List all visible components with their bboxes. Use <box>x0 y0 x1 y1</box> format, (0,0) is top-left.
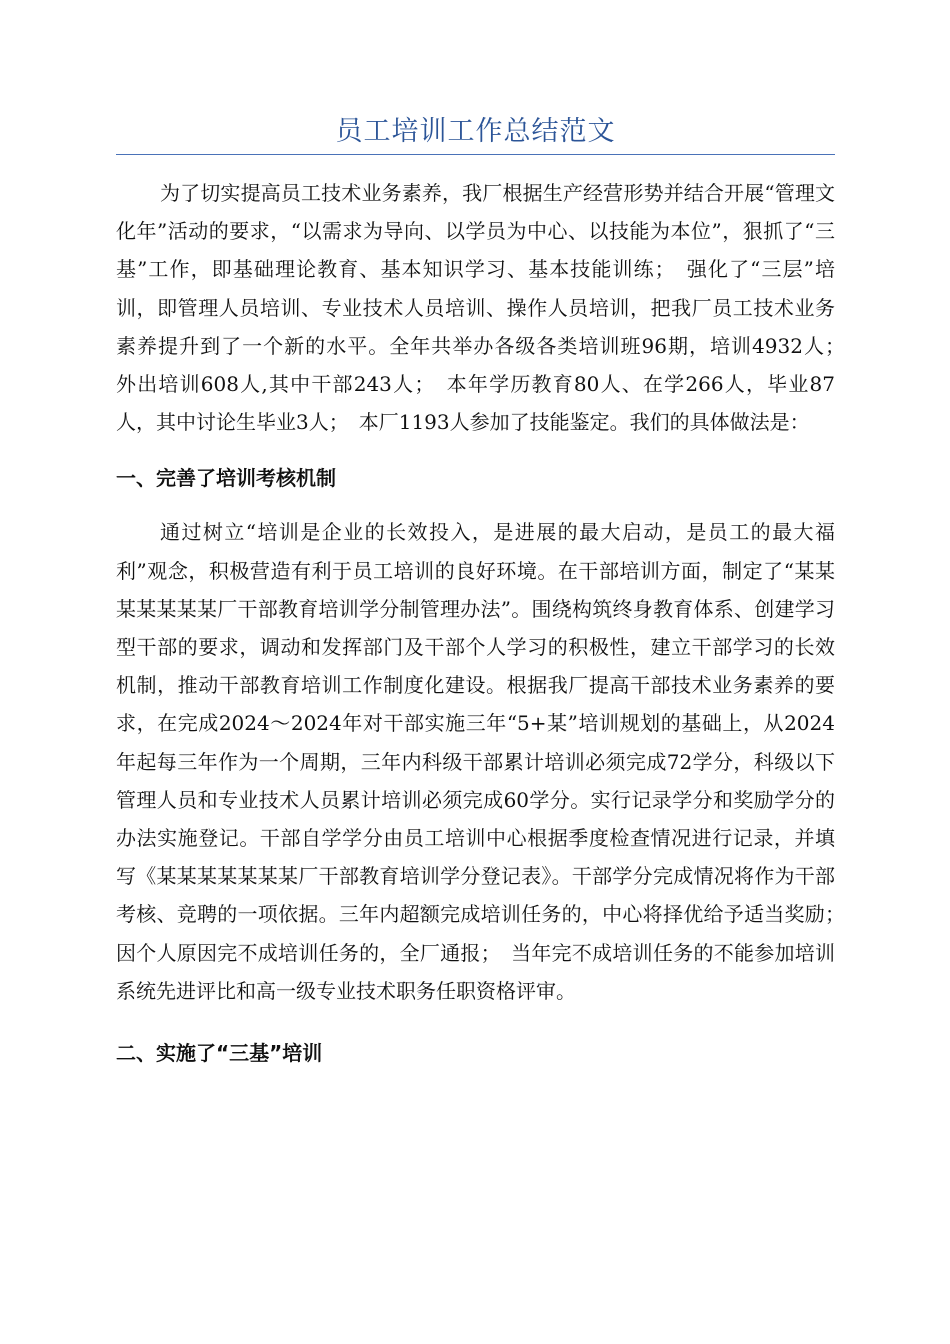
section-heading-2: 二、实施了“三基”培训 <box>116 1041 323 1066</box>
section-1-paragraph: 通过树立“培训是企业的长效投入，是进展的最大启动，是员工的最大福利”观念，积极营造有利于员工培训的良好环境。在干部培训方面，制定了“某某某某某某某厂干部教育培训学分制管理办法”。围绕构筑终身教育体系、创建学习型干部的要求，调动和发挥部门及干部个人学习的积极性，建立干部学习的长效机制，推动干部教育培训工作制度化建设。根据我厂提高干部技术业务素养的要求，在完成2024～2024年对干部实施三年“5+某”培训规划的基础上，从2024年起每三年作为一个周期，三年内科级干部累计培训必须完成72学分，科级以下管理人员和专业技术人员累计培训必须完成60学分。实行记录学分和奖励学分的办法实施登记。干部自学学分由员工培训中心根据季度检查情况进行记录，并填写《某某某某某某某厂干部教育培训学分登记表》。干部学分完成情况将作为干部考核、竞聘的一项依据。三年内超额完成培训任务的，中心将择优给予适当奖励； 因个人原因完不成培训任务的，全厂通报； 当年完不成培训任务的不能参加培训系统先进评比和高一级专业技术职务任职资格评审。 <box>116 520 855 1003</box>
title-underline <box>116 154 835 155</box>
section-heading-1: 一、完善了培训考核机制 <box>116 466 336 491</box>
intro-paragraph: 为了切实提高员工技术业务素养，我厂根据生产经营形势并结合开展“管理文化年”活动的要求，“以需求为导向、以学员为中心、以技能为本位”，狠抓了“三基”工作，即基础理论教育、基本知识学习、基本技能训练； 强化了“三层”培训，即管理人员培训、专业技术人员培训、操作人员培训，把我厂员工技术业务素养提升到了一个新的水平。全年共举办各级各类培训班96期，培训4932人； 外出培训608人,其中干部243人； 本年学历教育80人、在学266人，毕业87人，其中讨论生毕业3人； 本厂1193人参加了技能鉴定。我们的具体做法是： <box>116 181 855 435</box>
document-body <box>116 174 855 1088</box>
document-title: 员工培训工作总结范文 <box>335 116 616 147</box>
